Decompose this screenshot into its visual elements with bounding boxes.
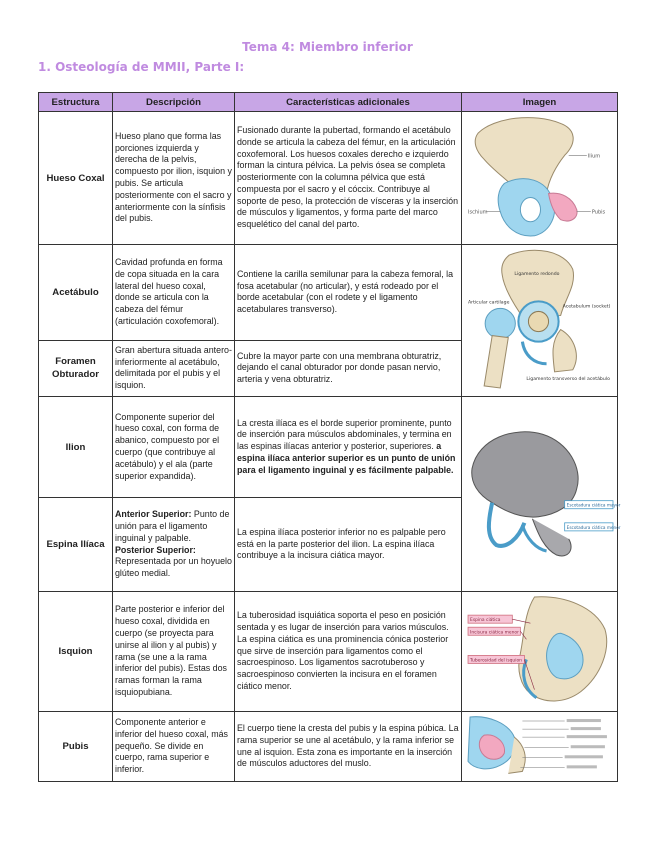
label-articular-cartilage: Articular cartilage: [468, 300, 510, 306]
characteristics-cell: Cubre la mayor parte con una membrana obturatriz, dejando el canal obturador por donde pasan nervio, arteria y vena obturatriz.: [235, 340, 462, 396]
characteristics-emphasis: a espina ilíaca anterior superior es un punto de unión para el ligamento inguinal y es fácilmente palpable.: [237, 441, 456, 475]
structure-cell: Espina Ilíaca: [39, 498, 113, 592]
characteristics-cell: El cuerpo tiene la cresta del pubis y la espina púbica. La rama superior se une al acetábulo, y la rama inferior se une al isquion. Esta zona es importante en la inserción de músculos aductores del muslo.: [235, 712, 462, 782]
characteristics-cell: Contiene la carilla semilunar para la cabeza femoral, la fosa acetabular (no articular), y está rodeado por el borde acetabular (con el rodete y el ligamento acetabulares transverso).: [235, 245, 462, 341]
column-header-description: Descripción: [113, 93, 235, 112]
table-row: [39, 112, 618, 245]
characteristics-cell: [235, 397, 462, 498]
table-row: [39, 245, 618, 341]
label-espina-ciatica: Espina ciática: [470, 618, 501, 624]
description-cell: Hueso plano que forma las porciones izquierda y derecha de la pelvis, compuesto por ilion, isquion y pubis. Se articula posteriormente con el sacro y anteriormente con la sínfisis del pubis.: [113, 112, 235, 245]
column-header-structure: Estructura: [39, 93, 113, 112]
structure-cell: Pubis: [39, 712, 113, 782]
ilium-illustration: [464, 398, 621, 589]
label-escotadura-menor: Escotadura ciática menor: [566, 525, 621, 531]
column-header-image: Imagen: [462, 93, 618, 112]
description-cell: [113, 498, 235, 592]
structure-cell: Acetábulo: [39, 245, 113, 341]
image-cell: [462, 397, 621, 592]
label-ligamento-redondo: Ligamento redondo: [514, 272, 560, 278]
structure-cell: Isquion: [39, 592, 113, 712]
characteristics-text: La cresta ilíaca es el borde superior prominente, punto de inserción para músculos abdominales, y termina en las espinas ilíacas anterior y posterior, superiores.: [237, 417, 452, 452]
label-ilium: Ilium: [587, 152, 601, 159]
page-title: Tema 4: Miembro inferior: [242, 40, 413, 54]
characteristics-cell: Fusionado durante la pubertad, formando el acetábulo donde se articula la cabeza del fémur, en la articulación coxofemoral. Los huesos coxales derecho e izquierdo forman la cintura pélvica. La pelvis ósea se completa posteriormente con la columna pélvica que está compuesta por el sacro y el cóccix. Contribuye al soporte de peso, la protección de vísceras y la inserción de músculos y ligamentos, y forma parte del marco esquelético del canal del parto.: [235, 112, 462, 245]
osteology-table: [38, 92, 621, 782]
acetabulum-illustration: [464, 245, 615, 396]
ischium-illustration: [464, 593, 615, 710]
label-incisura-menor: Incisura ciática menor: [470, 630, 519, 636]
pubis-illustration: [464, 713, 615, 779]
label-escotadura-mayor: Escotadura ciática mayor: [566, 503, 621, 509]
structure-cell: Ilion: [39, 397, 113, 498]
column-header-characteristics: Características adicionales: [235, 93, 462, 112]
image-cell: [462, 245, 618, 397]
image-cell: [462, 112, 618, 245]
image-cell: [462, 592, 618, 712]
description-cell: Gran abertura situada antero-inferiormente al acetábulo, delimitada por el pubis y el isquion.: [113, 340, 235, 396]
posterior-superior-text: Representada por un hoyuelo glúteo medial.: [115, 556, 232, 579]
structure-cell: Foramen Obturador: [39, 340, 113, 396]
table-row: [39, 712, 618, 782]
structure-cell: Hueso Coxal: [39, 112, 113, 245]
label-ischium: Ischium: [468, 209, 488, 216]
posterior-superior-label: Posterior Superior:: [115, 544, 196, 555]
description-cell: Parte posterior e inferior del hueso coxal, dividida en cuerpo (se proyecta para unirse al ilion y al pubis) y rama (se une a la rama inferior del pubis). Estas dos ramas forman la rama isquiopubiana.: [113, 592, 235, 712]
label-acetabulum: Acetabulum (socket): [562, 304, 611, 310]
characteristics-cell: La tuberosidad isquiática soporta el peso en posición sentada y es lugar de inserción para varios músculos. La espina ciática es una prominencia cónica posterior que sirve de inserción para ligamentos como el sacroespinoso. Los ligamentos sacrotuberoso y sacroespinoso convierten la incisura en el foramen ciático menor.: [235, 592, 462, 712]
description-cell: Componente anterior e inferior del hueso coxal, más pequeño. Se divide en cuerpo, rama superior e inferior.: [113, 712, 235, 782]
anterior-superior-label: Anterior Superior:: [115, 509, 192, 520]
characteristics-cell: La espina ilíaca posterior inferior no es palpable pero está en la parte posterior del ilion. La espina ilíaca contribuye a la incisura ciática mayor.: [235, 498, 462, 592]
description-cell: Cavidad profunda en forma de copa situada en la cara lateral del hueso coxal, donde se articula con la cabeza del fémur (articulación coxofemoral).: [113, 245, 235, 341]
table-header-row: [39, 93, 618, 112]
description-cell: Componente superior del hueso coxal, con forma de abanico, compuesto por el cuerpo (que contribuye al acetábulo) y el ala (parte superior expandida).: [113, 397, 235, 498]
image-cell: [462, 712, 618, 782]
section-heading: 1. Osteología de MMII, Parte I:: [38, 60, 245, 74]
hip-bone-illustration: [464, 113, 615, 244]
table-row: [39, 592, 618, 712]
anterior-superior-text: Punto de unión para el ligamento inguinal y palpable.: [115, 509, 230, 543]
label-tuberosidad: Tuberosidad del isquion: [470, 658, 522, 664]
label-pubis: Pubis: [591, 209, 606, 216]
label-ligamento-transverso: Ligamento transverso del acetábulo: [526, 376, 610, 382]
table-row: [39, 397, 618, 498]
